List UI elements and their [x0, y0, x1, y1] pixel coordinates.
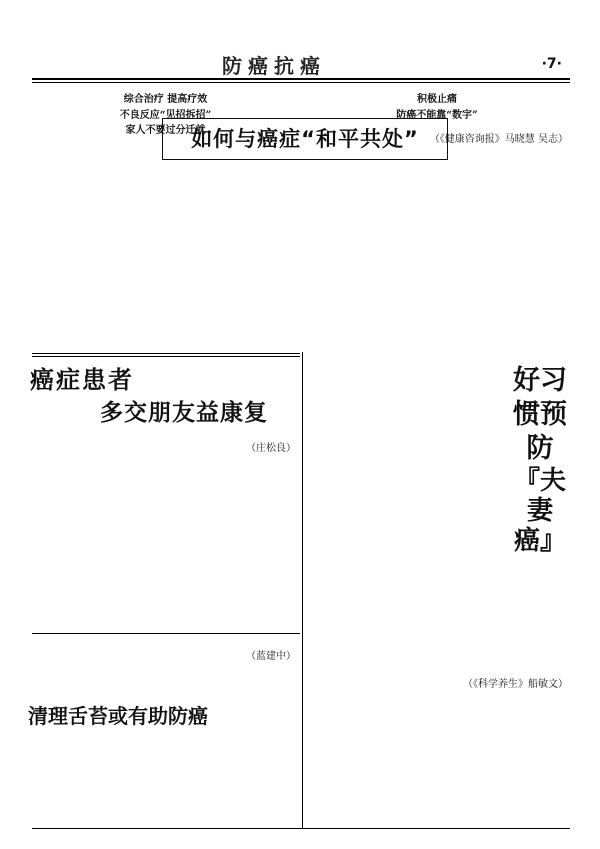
vertical-title-part2: 『夫妻癌』 [513, 466, 566, 556]
vertical-title-part1: 好习惯预防 [513, 365, 567, 464]
article4-source: （蓝建中） [246, 651, 296, 662]
article3-col-bottom [310, 668, 568, 703]
header-rule [32, 78, 570, 80]
article4-body [34, 640, 296, 675]
divider [32, 353, 300, 354]
article2-title-line2: 多交朋友益康复 [100, 400, 268, 426]
article2-title-line1: 癌症患者 [30, 366, 134, 394]
article2-source: （庄松良） [246, 443, 296, 454]
page-number: ·7· [541, 56, 562, 72]
divider [32, 356, 300, 357]
article3-source: （《科学养生》船敏文） [463, 679, 568, 690]
bottom-rule [32, 828, 570, 829]
page-header [0, 0, 600, 82]
article1-subheading: 防癌不能靠“数字” [396, 109, 478, 121]
article1-title: 如何与癌症“和平共处” [191, 127, 419, 151]
article1-subheading: 综合治疗 提高疗效 [123, 94, 208, 105]
section-title: 防癌抗癌 [222, 54, 326, 78]
article3-vertical-title [512, 364, 568, 556]
article1-source: （《健康咨询报》马晓慧 吴志） [429, 134, 568, 145]
article1-subheading: 家人不要过分迁就 [125, 125, 206, 136]
divider [32, 633, 300, 634]
article1-subheading: 不良反应“见招拆招” [119, 109, 212, 121]
article1-subheading: 积极止痛 [417, 94, 457, 105]
article4-title: 清理舌苔或有助防癌 [28, 704, 208, 728]
header-rule-thin [32, 82, 570, 83]
column-divider [302, 352, 303, 828]
article1-col-right [306, 92, 568, 158]
article1-col-left [34, 92, 297, 140]
article2-body [34, 432, 296, 467]
